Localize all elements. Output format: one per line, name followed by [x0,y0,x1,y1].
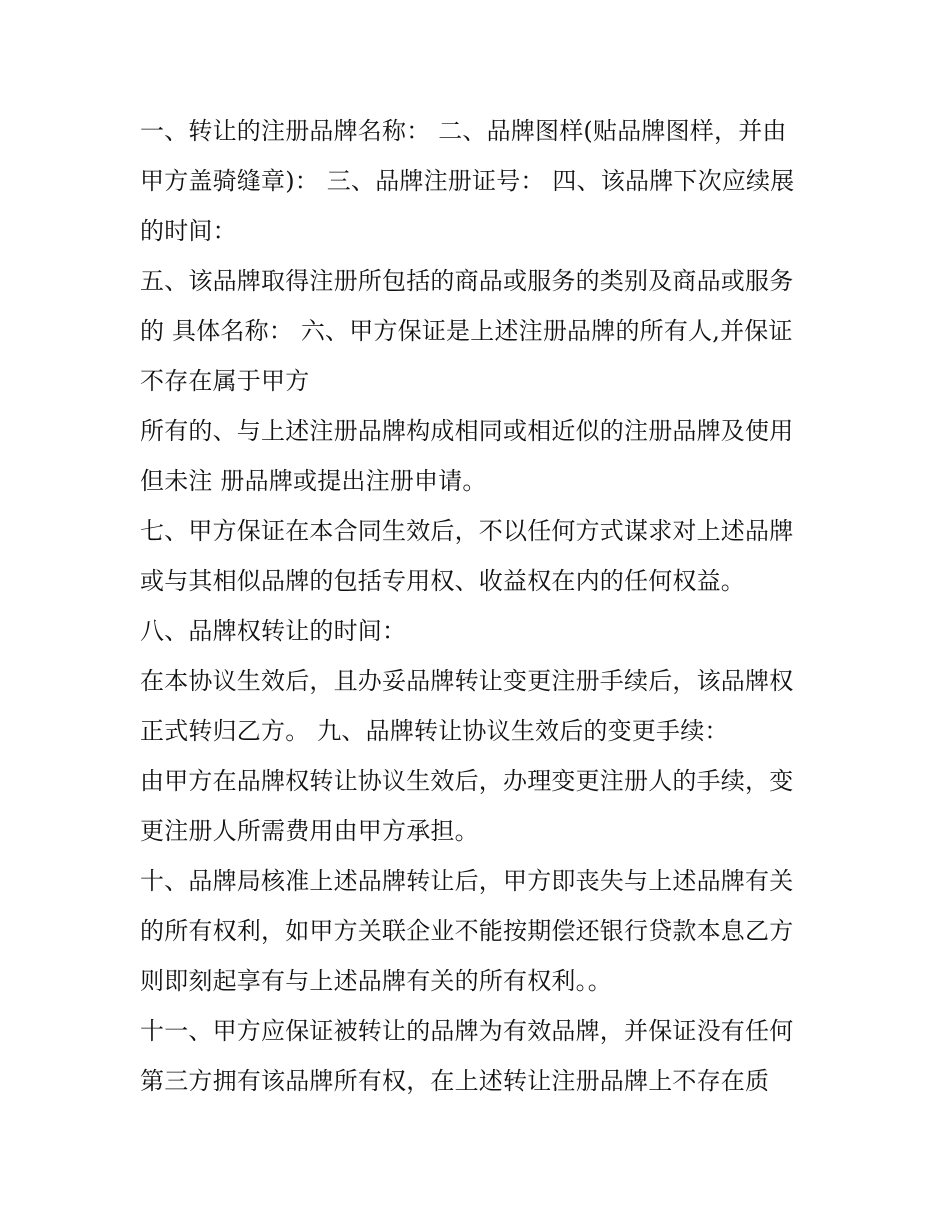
text-line-5: 的 具体名称： 六、甲方保证是上述注册品牌的所有人,并保证 [140,317,793,345]
text-line-20: 第三方拥有该品牌所有权，在上述转让注册品牌上不存在质 [140,1067,770,1095]
text-line-15: 更注册人所需费用由甲方承担。 [140,817,479,845]
text-line-16: 十、品牌局核准上述品牌转让后，甲方即丧失与上述品牌有关 [140,867,794,895]
text-line-4: 五、该品牌取得注册所包括的商品或服务的类别及商品或服务 [140,267,794,295]
text-line-8: 但未注 册品牌或提出注册申请。 [140,467,487,495]
text-line-13: 正式转归乙方。 九、品牌转让协议生效后的变更手续： [140,717,729,745]
text-line-11: 八、品牌权转让的时间： [140,617,407,645]
text-line-6: 不存在属于甲方 [140,367,310,395]
text-line-18: 则即刻起享有与上述品牌有关的所有权利。。 [140,967,612,995]
text-line-12: 在本协议生效后，且办妥品牌转让变更注册手续后，该品牌权 [140,667,794,695]
text-line-19: 十一、甲方应保证被转让的品牌为有效品牌，并保证没有任何 [140,1017,794,1045]
text-line-7: 所有的、与上述注册品牌构成相同或相近似的注册品牌及使用 [140,417,794,445]
text-line-17: 的所有权利，如甲方关联企业不能按期偿还银行贷款本息乙方 [140,917,794,945]
text-line-1: 一、转让的注册品牌名称： 二、品牌图样(贴品牌图样，并由 [140,117,787,145]
text-line-2: 甲方盖骑缝章)： 三、品牌注册证号： 四、该品牌下次应续展 [140,167,795,195]
text-line-14: 由甲方在品牌权转让协议生效后，办理变更注册人的手续，变 [140,767,794,795]
text-line-10: 或与其相似品牌的包括专用权、收益权在内的任何权益。 [140,567,745,595]
text-line-9: 七、甲方保证在本合同生效后，不以任何方式谋求对上述品牌 [140,517,794,545]
text-line-3: 的时间： [140,217,237,245]
document-body [140,106,820,1106]
